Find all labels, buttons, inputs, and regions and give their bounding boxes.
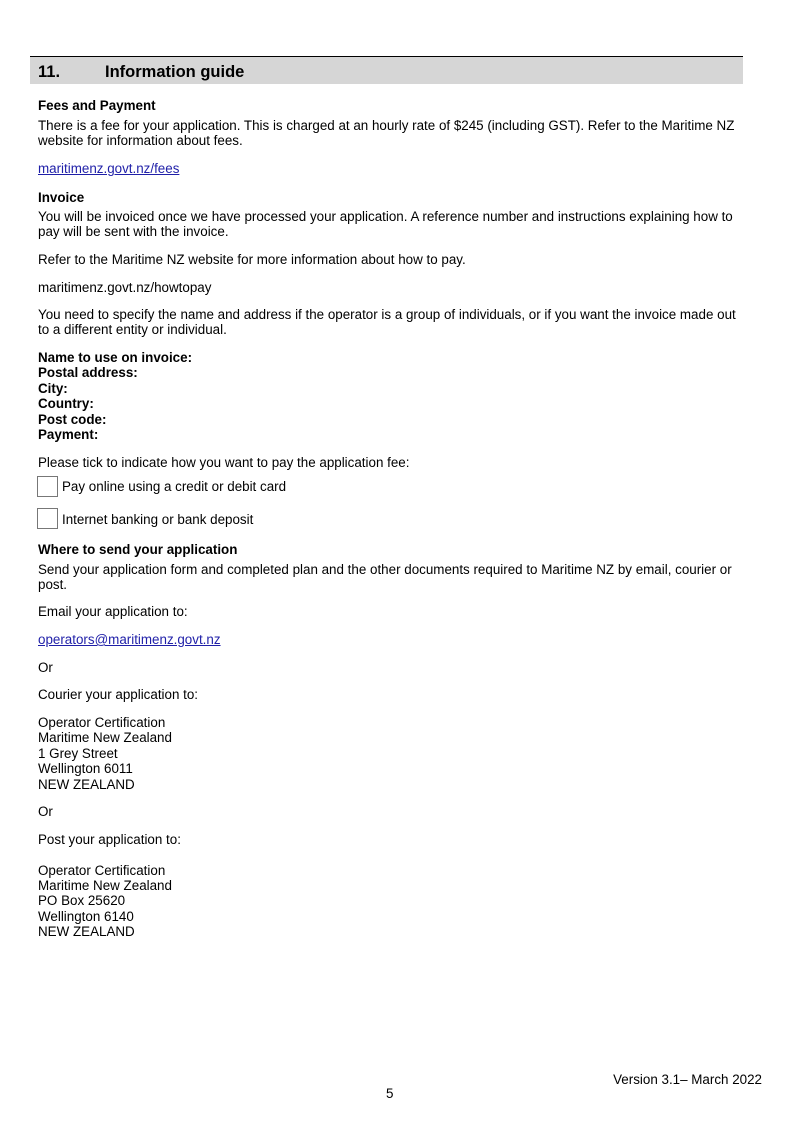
- invoice-heading: Invoice: [38, 190, 85, 205]
- section-header: [30, 56, 743, 84]
- howtopay-text: maritimenz.govt.nz/howtopay: [38, 280, 212, 295]
- send-text-line2: post.: [38, 577, 68, 592]
- post-address-line: Wellington 6140: [38, 909, 134, 924]
- post-address-line: NEW ZEALAND: [38, 924, 135, 939]
- field-postal-label: Postal address:: [38, 365, 138, 380]
- field-city-label: City:: [38, 381, 68, 396]
- field-country-label: Country:: [38, 396, 94, 411]
- or-text-1: Or: [38, 660, 53, 675]
- email-link[interactable]: operators@maritimenz.govt.nz: [38, 632, 221, 647]
- send-text-line1: Send your application form and completed plan and the other documents required to Maritime NZ by email, courier or: [38, 562, 732, 577]
- courier-address-line: Operator Certification: [38, 715, 166, 730]
- or-text-2: Or: [38, 804, 53, 819]
- field-postcode-label: Post code:: [38, 412, 107, 427]
- version-text: Version 3.1– March 2022: [613, 1072, 762, 1087]
- courier-address-line: NEW ZEALAND: [38, 777, 135, 792]
- email-label: Email your application to:: [38, 604, 188, 619]
- courier-address-line: Maritime New Zealand: [38, 730, 172, 745]
- bank-deposit-checkbox[interactable]: [37, 508, 58, 529]
- fees-text-line1: There is a fee for your application. This is charged at an hourly rate of $245 (including GST). Refer to the Maritime NZ: [38, 118, 735, 133]
- courier-label: Courier your application to:: [38, 687, 199, 702]
- fees-link[interactable]: maritimenz.govt.nz/fees: [38, 161, 180, 176]
- section-number: 11.: [38, 63, 61, 81]
- payment-prompt: Please tick to indicate how you want to pay the application fee:: [38, 455, 410, 470]
- fees-text-line2: website for information about fees.: [38, 133, 243, 148]
- specify-text-line1: You need to specify the name and address if the operator is a group of individuals, or if you want the invoice made out: [38, 307, 736, 322]
- page-number: 5: [386, 1086, 394, 1101]
- section-title: Information guide: [105, 63, 245, 81]
- post-address-line: PO Box 25620: [38, 893, 126, 908]
- pay-online-label: Pay online using a credit or debit card: [62, 479, 287, 494]
- specify-text-line2: to a different entity or individual.: [38, 322, 227, 337]
- post-address-line: Operator Certification: [38, 863, 166, 878]
- bank-deposit-label: Internet banking or bank deposit: [62, 512, 254, 527]
- courier-address-line: 1 Grey Street: [38, 746, 118, 761]
- field-name-label: Name to use on invoice:: [38, 350, 193, 365]
- fees-heading: Fees and Payment: [38, 98, 156, 113]
- invoice-text-line2: pay will be sent with the invoice.: [38, 224, 229, 239]
- pay-online-checkbox[interactable]: [37, 476, 58, 497]
- field-payment-label: Payment:: [38, 427, 99, 442]
- post-address-line: Maritime New Zealand: [38, 878, 172, 893]
- post-label: Post your application to:: [38, 832, 181, 847]
- invoice-text-line1: You will be invoiced once we have processed your application. A reference number and instructions explaining how to: [38, 209, 733, 224]
- courier-address-line: Wellington 6011: [38, 761, 133, 776]
- send-heading: Where to send your application: [38, 542, 238, 557]
- invoice-refer-text: Refer to the Maritime NZ website for more information about how to pay.: [38, 252, 466, 267]
